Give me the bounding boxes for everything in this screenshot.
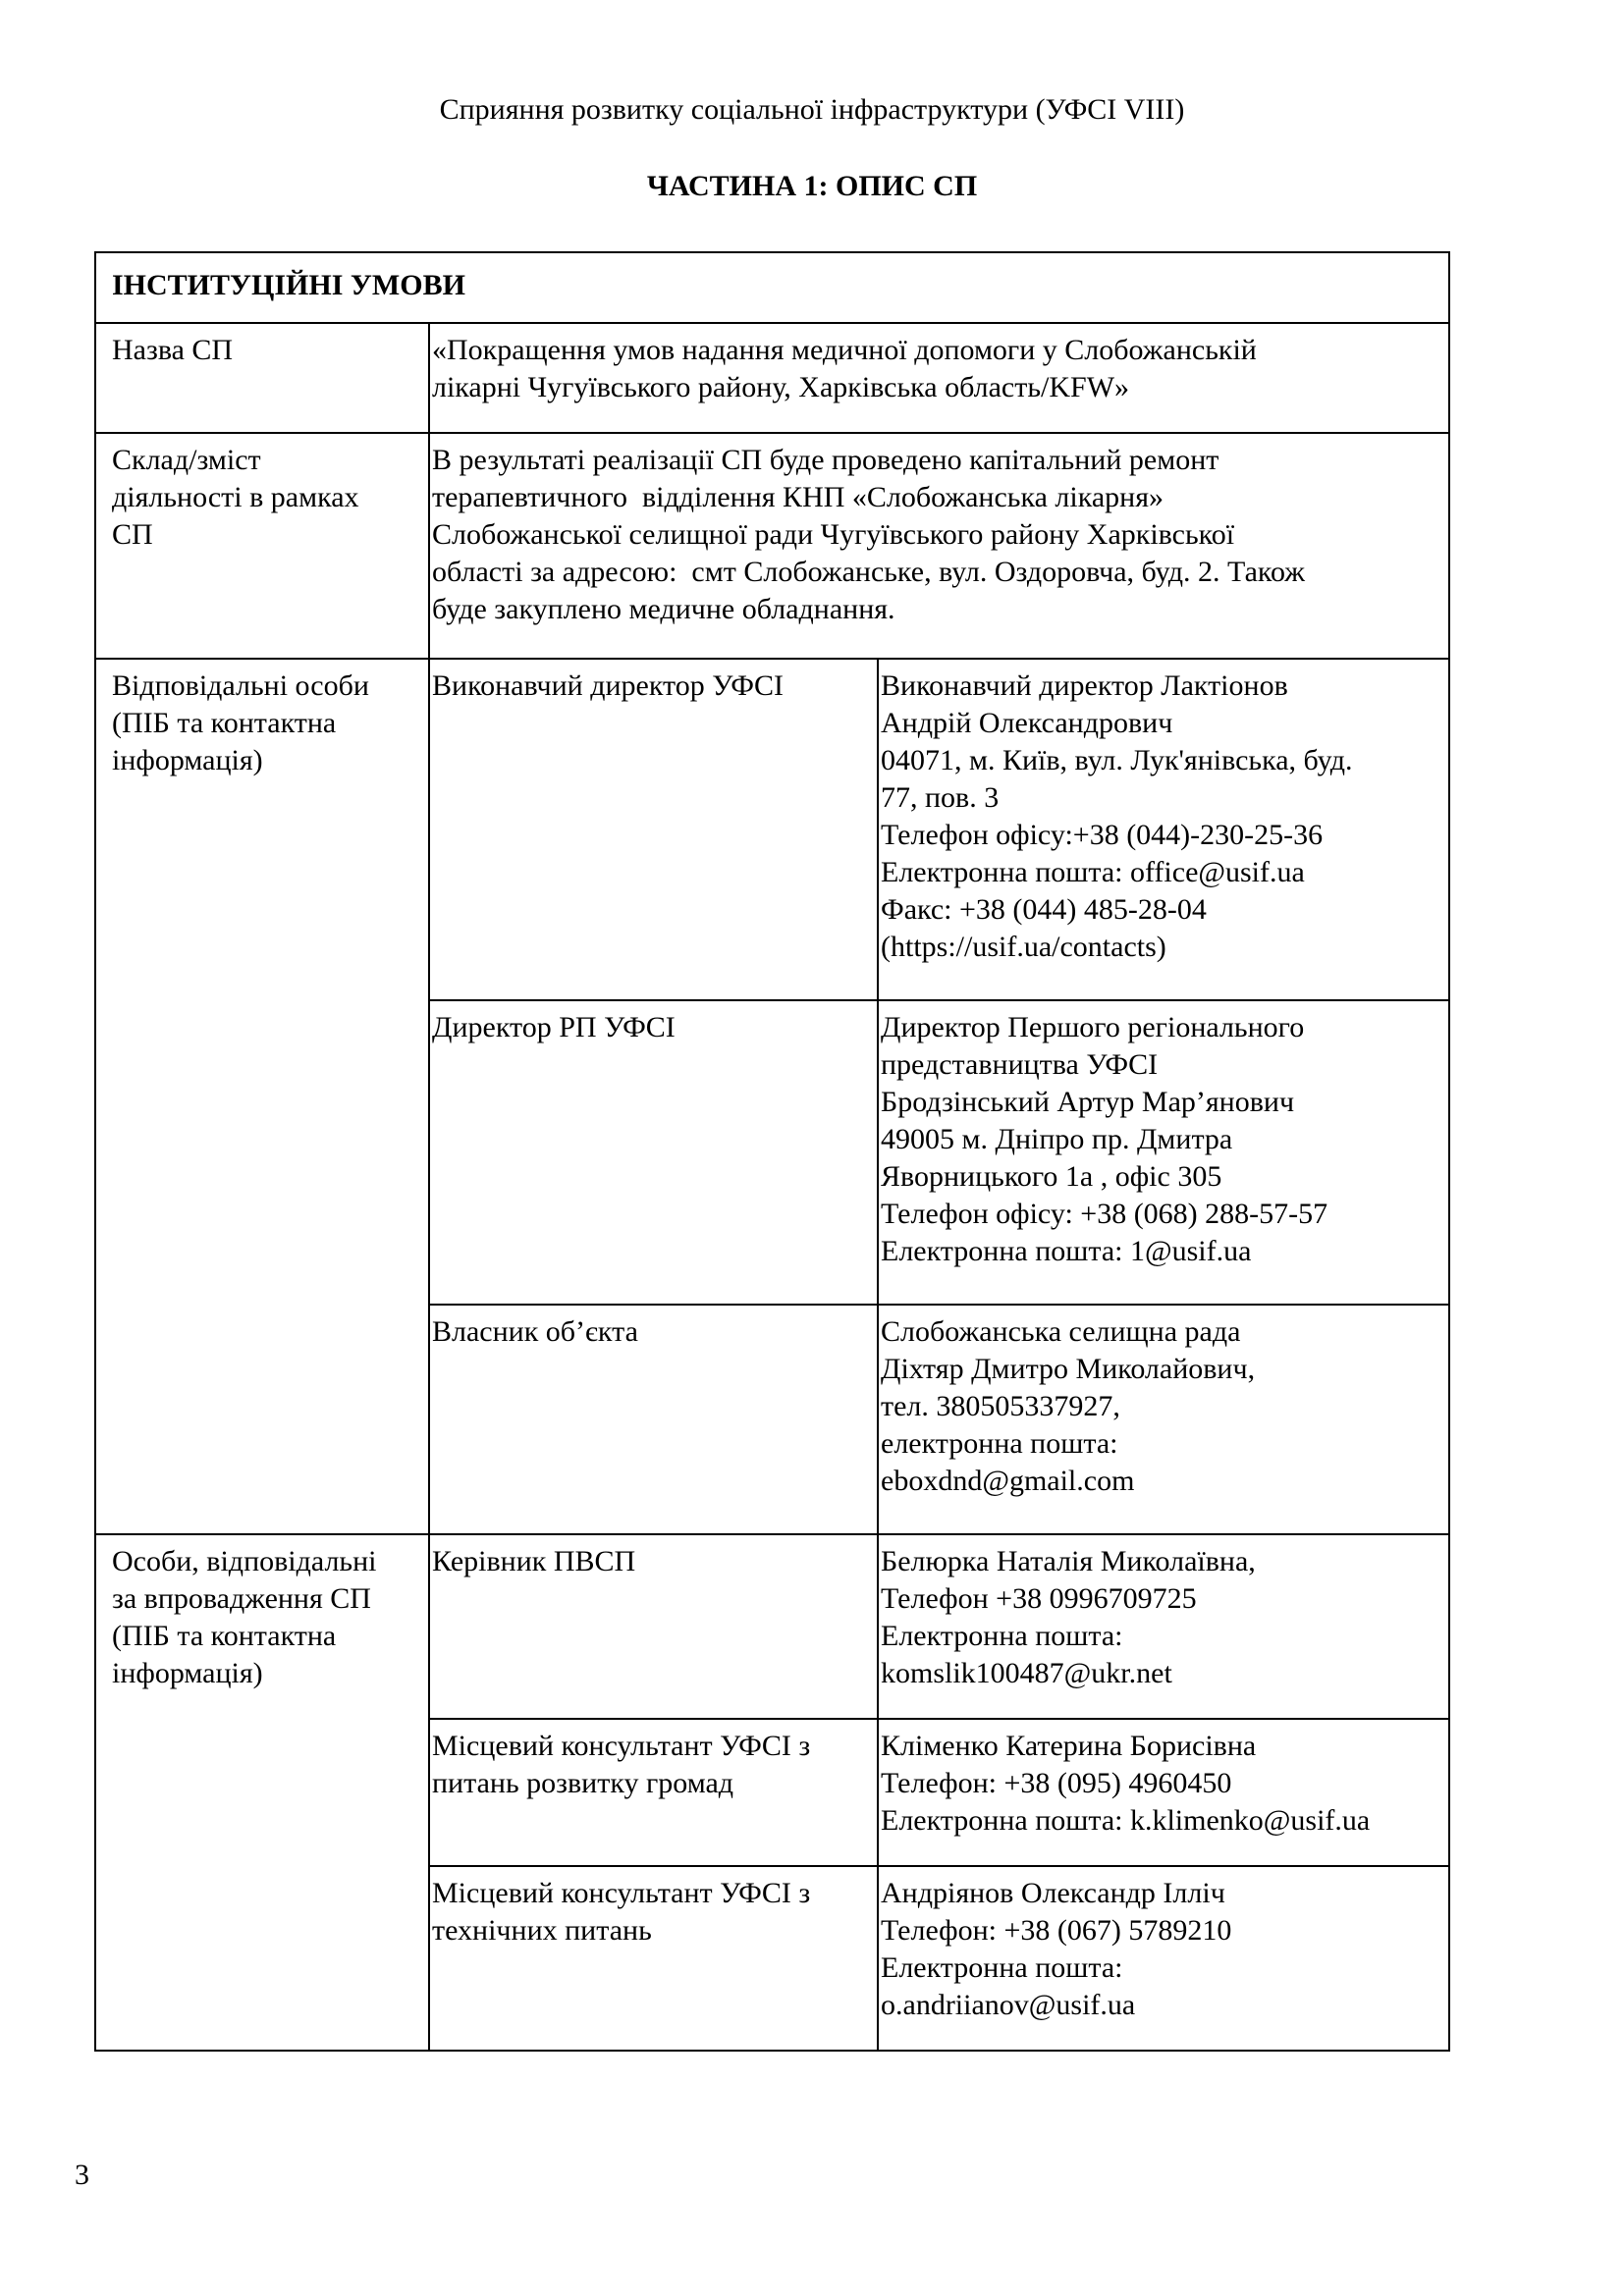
text-line: Телефон: +38 (095) 4960450 (881, 1767, 1232, 1799)
section-header-row (95, 252, 1449, 323)
row-label (95, 323, 429, 433)
role-cell (429, 1305, 878, 1534)
text-line: Виконавчий директор Лактіонов (881, 669, 1288, 702)
text-line: Склад/зміст (112, 444, 261, 476)
text-line: Белюрка Наталія Миколаївна, (881, 1545, 1256, 1577)
text-line: (https://usif.ua/contacts) (881, 931, 1166, 963)
role-text: Виконавчий директор УФСІ (432, 669, 784, 702)
text-line: електронна пошта: (881, 1427, 1118, 1460)
text-line: Слобожанська селищна рада (881, 1315, 1241, 1348)
contact-cell (878, 659, 1449, 1000)
text-line: області за адресою: смт Слобожанське, вул. Оздоровча, буд. 2. Також (432, 556, 1305, 588)
text-line: Електронна пошта: k.klimenko@usif.ua (881, 1804, 1371, 1837)
text-line: терапевтичного відділення КНП «Слобожанська лікарня» (432, 481, 1164, 513)
text-line: Діхтяр Дмитро Миколайович, (881, 1353, 1256, 1385)
role-text: Місцевий консультант УФСІ з (432, 1877, 811, 1909)
contact-cell (878, 1866, 1449, 2051)
text-line: Директор Першого регіонального (881, 1011, 1305, 1043)
text-line: Телефон +38 0996709725 (881, 1582, 1197, 1615)
role-text: питань розвитку громад (432, 1767, 734, 1799)
role-text: Власник об’єкта (432, 1315, 638, 1348)
table-row (95, 433, 1449, 659)
row-label (95, 433, 429, 659)
text-line: інформація) (112, 744, 263, 776)
text-line: Електронна пошта: office@usif.ua (881, 856, 1305, 888)
text-line: (ПІБ та контактна (112, 707, 337, 739)
text-line: лікарні Чугуївського району, Харківська область/KFW» (432, 371, 1130, 403)
running-header: Сприяння розвитку соціальної інфраструктури (УФСІ VIII) (439, 93, 1185, 126)
section-title: ІНСТИТУЦІЙНІ УМОВИ (95, 252, 1449, 323)
role-text: Місцевий консультант УФСІ з (432, 1730, 811, 1762)
role-cell (429, 1000, 878, 1305)
text-line: Особи, відповідальні (112, 1545, 377, 1577)
text-line: інформація) (112, 1657, 263, 1689)
text-line: 04071, м. Київ, вул. Лук'янівська, буд. (881, 744, 1353, 776)
role-cell (429, 1866, 878, 2051)
text-line: В результаті реалізації СП буде проведено капітальний ремонт (432, 444, 1219, 476)
text-line: буде закуплено медичне обладнання. (432, 593, 895, 625)
table-row (95, 659, 1449, 1000)
contact-cell (878, 1534, 1449, 1719)
text-line: 77, пов. 3 (881, 781, 1000, 814)
text-line: Кліменко Катерина Борисівна (881, 1730, 1257, 1762)
text-line: Бродзінський Артур Мар’янович (881, 1086, 1295, 1118)
text-line: Відповідальні особи (112, 669, 369, 702)
page-number: 3 (75, 2159, 89, 2191)
text-line: Електронна пошта: (881, 1620, 1123, 1652)
role-text: Керівник ПВСП (432, 1545, 636, 1577)
text-line: (ПІБ та контактна (112, 1620, 337, 1652)
row-value (429, 433, 1449, 659)
table-row (95, 323, 1449, 433)
table-row (95, 1534, 1449, 1719)
text-line: представництва УФСІ (881, 1048, 1159, 1081)
text-line: СП (112, 518, 153, 551)
text-line: 49005 м. Дніпро пр. Дмитра (881, 1123, 1233, 1155)
text-line: Електронна пошта: 1@usif.ua (881, 1235, 1252, 1267)
row-label-text: Назва СП (112, 334, 234, 366)
contact-cell (878, 1305, 1449, 1534)
role-text: Директор РП УФСІ (432, 1011, 676, 1043)
contact-cell (878, 1000, 1449, 1305)
contact-cell (878, 1719, 1449, 1866)
text-line: Андріянов Олександр Ілліч (881, 1877, 1225, 1909)
role-cell (429, 1534, 878, 1719)
part-title: ЧАСТИНА 1: ОПИС СП (646, 170, 978, 202)
text-line: Слобожанської селищної ради Чугуївського району Харківської (432, 518, 1235, 551)
text-line: «Покращення умов надання медичної допомоги у Слобожанській (432, 334, 1257, 366)
text-line: o.andriianov@usif.ua (881, 1989, 1136, 2021)
text-line: діяльності в рамках (112, 481, 359, 513)
text-line: Андрій Олександрович (881, 707, 1173, 739)
text-line: Телефон офісу: +38 (068) 288-57-57 (881, 1198, 1328, 1230)
text-line: Факс: +38 (044) 485-28-04 (881, 893, 1207, 926)
role-text: технічних питань (432, 1914, 652, 1947)
institutional-conditions-table (94, 251, 1450, 2052)
text-line: Яворницького 1а , офіс 305 (881, 1160, 1222, 1193)
text-line: Електронна пошта: (881, 1951, 1123, 1984)
role-cell (429, 659, 878, 1000)
text-line: тел. 380505337927, (881, 1390, 1120, 1422)
text-line: eboxdnd@gmail.com (881, 1465, 1135, 1497)
text-line: Телефон: +38 (067) 5789210 (881, 1914, 1232, 1947)
row-label (95, 659, 429, 1534)
text-line: за впровадження СП (112, 1582, 371, 1615)
row-value (429, 323, 1449, 433)
role-cell (429, 1719, 878, 1866)
text-line: komslik100487@ukr.net (881, 1657, 1172, 1689)
row-label (95, 1534, 429, 2051)
text-line: Телефон офісу:+38 (044)-230-25-36 (881, 819, 1324, 851)
